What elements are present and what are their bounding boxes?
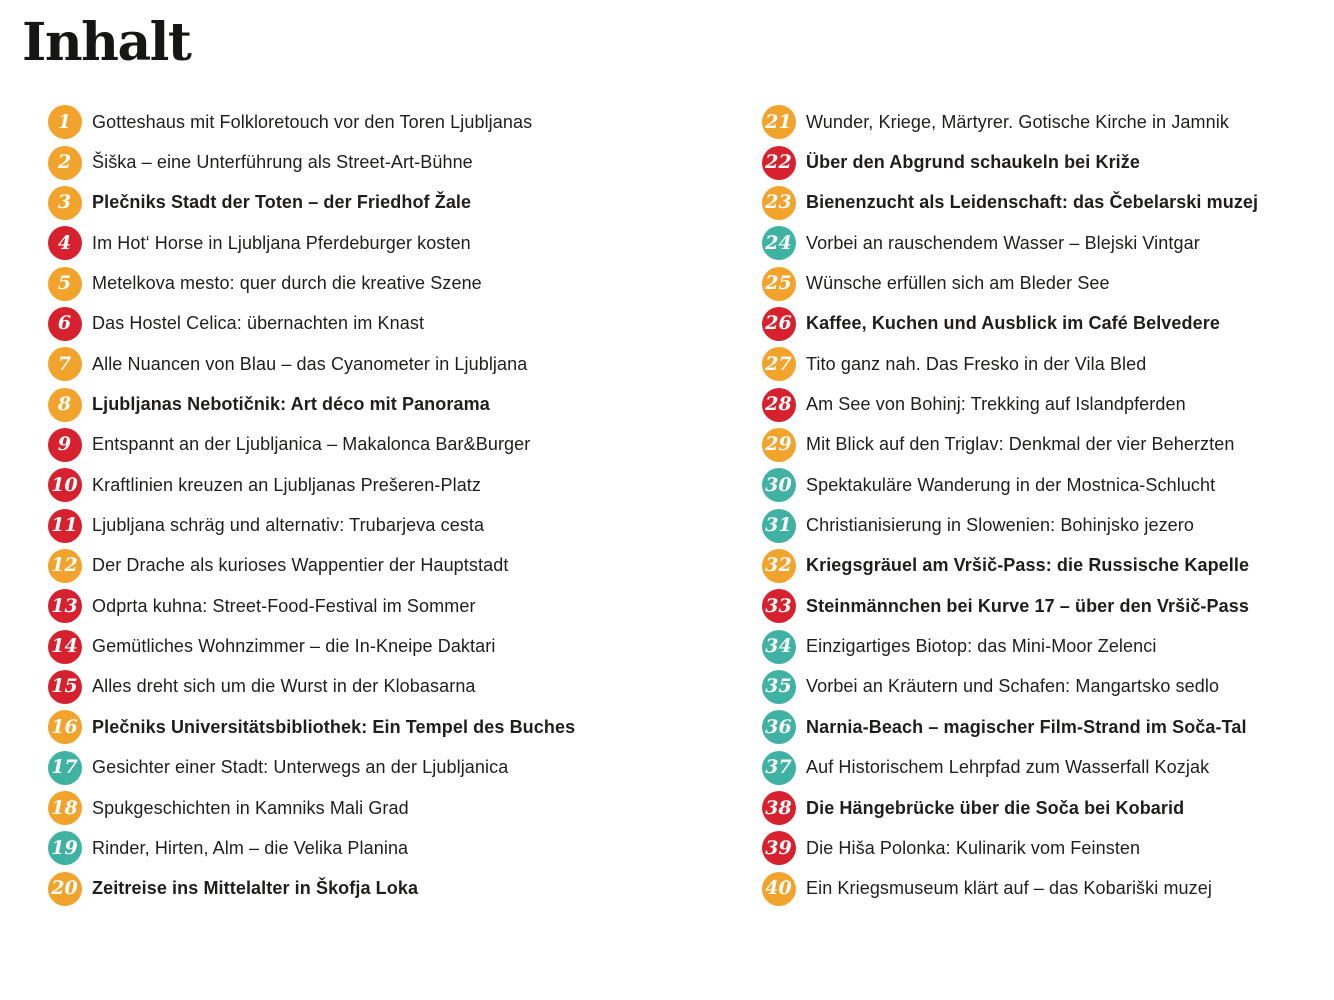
toc-entry [48,707,713,747]
entry-label: Ein Kriegsmuseum klärt auf – das Kobariški muzej [806,878,1212,899]
entry-label: Ljubljana schräg und alternativ: Trubarjeva cesta [92,515,485,536]
toc-entry [48,384,713,424]
entry-label: Alles dreht sich um die Wurst in der Klobasarna [92,676,476,697]
toc-entry [48,263,713,303]
entry-label: Alle Nuancen von Blau – das Cyanometer in Ljubljana [92,353,528,374]
toc-entry [48,344,713,384]
toc-entry [48,586,713,626]
entry-number-badge: 40 [762,872,796,906]
entry-label: Einzigartiges Biotop: das Mini-Moor Zelenci [806,636,1157,657]
toc-entry [48,748,713,788]
entry-number-badge: 19 [48,831,82,865]
toc-entry [762,828,1322,868]
toc-column-right [762,102,1322,909]
toc-entry [762,788,1322,828]
entry-number-badge: 4 [48,226,82,260]
entry-label: Der Drache als kurioses Wappentier der Hauptstadt [92,555,509,576]
entry-label: Plečniks Stadt der Toten – der Friedhof Žale [92,192,472,213]
entry-label: Tito ganz nah. Das Fresko in der Vila Bled [806,353,1147,374]
entry-label: Über den Abgrund schaukeln bei Križe [806,152,1140,173]
entry-number-badge: 29 [762,428,796,462]
entry-number-badge: 21 [762,105,796,139]
entry-number-badge: 12 [48,549,82,583]
toc-entry [762,546,1322,586]
toc-entry [48,183,713,223]
entry-number-badge: 10 [48,468,82,502]
entry-number-badge: 1 [48,105,82,139]
toc-entry [48,505,713,545]
toc-entry [48,546,713,586]
entry-label: Gesichter einer Stadt: Unterwegs an der Ljubljanica [92,757,509,778]
entry-label: Plečniks Universitätsbibliothek: Ein Tempel des Buches [92,716,576,737]
entry-label: Ljubljanas Nebotičnik: Art déco mit Panorama [92,394,490,415]
toc-entry [762,707,1322,747]
toc-entry [48,788,713,828]
entry-number-badge: 6 [48,307,82,341]
toc-entry [48,869,713,909]
entry-number-badge: 37 [762,751,796,785]
entry-label: Vorbei an rauschendem Wasser – Blejski Vintgar [806,232,1200,253]
entry-label: Wünsche erfüllen sich am Bleder See [806,273,1110,294]
toc-entry [762,102,1322,142]
entry-label: Im Hot‘ Horse in Ljubljana Pferdeburger kosten [92,232,471,253]
entry-label: Christianisierung in Slowenien: Bohinjsko jezero [806,515,1195,536]
toc-entry [762,425,1322,465]
entry-label: Gemütliches Wohnzimmer – die In-Kneipe Daktari [92,636,496,657]
toc-entry [48,142,713,182]
toc-entry [48,102,713,142]
entry-number-badge: 15 [48,670,82,704]
toc-entry [48,667,713,707]
toc-entry [48,465,713,505]
entry-number-badge: 35 [762,670,796,704]
toc-entry [48,626,713,666]
entry-number-badge: 14 [48,630,82,664]
entry-label: Die Hängebrücke über die Soča bei Kobarid [806,797,1185,818]
entry-number-badge: 26 [762,307,796,341]
toc-entry [762,586,1322,626]
entry-label: Auf Historischem Lehrpfad zum Wasserfall Kozjak [806,757,1210,778]
entry-label: Odprta kuhna: Street-Food-Festival im Sommer [92,595,476,616]
entry-number-badge: 32 [762,549,796,583]
toc-entry [762,304,1322,344]
entry-label: Gotteshaus mit Folkloretouch vor den Toren Ljubljanas [92,111,533,132]
entry-number-badge: 36 [762,710,796,744]
entry-label: Am See von Bohinj: Trekking auf Islandpferden [806,394,1186,415]
entry-number-badge: 25 [762,267,796,301]
toc-entry [48,425,713,465]
entry-label: Spektakuläre Wanderung in der Mostnica-Schlucht [806,474,1216,495]
entry-number-badge: 38 [762,791,796,825]
toc-entry [762,384,1322,424]
entry-number-badge: 5 [48,267,82,301]
toc-entry [762,505,1322,545]
entry-label: Mit Blick auf den Triglav: Denkmal der vier Beherzten [806,434,1235,455]
entry-number-badge: 22 [762,146,796,180]
entry-label: Wunder, Kriege, Märtyrer. Gotische Kirche in Jamnik [806,111,1229,132]
entry-number-badge: 7 [48,347,82,381]
entry-number-badge: 34 [762,630,796,664]
entry-number-badge: 31 [762,509,796,543]
entry-number-badge: 9 [48,428,82,462]
toc-entry [762,748,1322,788]
entry-number-badge: 13 [48,589,82,623]
toc-entry [762,667,1322,707]
toc-entry [762,344,1322,384]
entry-label: Zeitreise ins Mittelalter in Škofja Loka [92,878,419,899]
toc-entry [762,263,1322,303]
entry-label: Narnia-Beach – magischer Film-Strand im Soča-Tal [806,716,1247,737]
entry-label: Entspannt an der Ljubljanica – Makalonca Bar&Burger [92,434,531,455]
toc-entry [762,142,1322,182]
page-title: Inhalt [22,12,191,73]
entry-number-badge: 33 [762,589,796,623]
entry-number-badge: 24 [762,226,796,260]
entry-label: Kriegsgräuel am Vršič-Pass: die Russische Kapelle [806,555,1250,576]
toc-entry [762,869,1322,909]
toc-column-left [48,102,713,909]
entry-label: Spukgeschichten in Kamniks Mali Grad [92,797,409,818]
toc-entry [762,465,1322,505]
entry-label: Rinder, Hirten, Alm – die Velika Planina [92,837,409,858]
entry-number-badge: 3 [48,186,82,220]
entry-number-badge: 28 [762,388,796,422]
entry-label: Die Hiša Polonka: Kulinarik vom Feinsten [806,837,1141,858]
toc-entry [762,626,1322,666]
entry-label: Das Hostel Celica: übernachten im Knast [92,313,425,334]
toc-entry [48,828,713,868]
toc-entry [762,223,1322,263]
toc-entry [48,304,713,344]
entry-number-badge: 20 [48,872,82,906]
entry-label: Steinmännchen bei Kurve 17 – über den Vršič-Pass [806,595,1249,616]
entry-number-badge: 39 [762,831,796,865]
entry-number-badge: 2 [48,146,82,180]
entry-number-badge: 11 [48,509,82,543]
toc-entry [762,183,1322,223]
entry-number-badge: 16 [48,710,82,744]
entry-label: Kraftlinien kreuzen an Ljubljanas Prešeren-Platz [92,474,482,495]
entry-number-badge: 18 [48,791,82,825]
entry-number-badge: 8 [48,388,82,422]
entry-label: Metelkova mesto: quer durch die kreative Szene [92,273,482,294]
entry-number-badge: 23 [762,186,796,220]
entry-number-badge: 17 [48,751,82,785]
entry-label: Kaffee, Kuchen und Ausblick im Café Belvedere [806,313,1220,334]
entry-number-badge: 30 [762,468,796,502]
toc-entry [48,223,713,263]
entry-number-badge: 27 [762,347,796,381]
entry-label: Šiška – eine Unterführung als Street-Art-Bühne [92,152,473,173]
entry-label: Vorbei an Kräutern und Schafen: Mangartsko sedlo [806,676,1220,697]
entry-label: Bienenzucht als Leidenschaft: das Čebelarski muzej [806,192,1259,213]
